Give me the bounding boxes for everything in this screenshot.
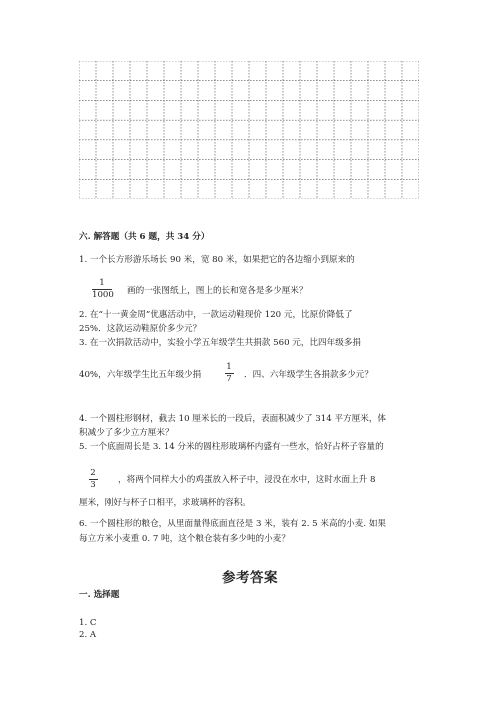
answer-item-1: 1. C [79,618,97,628]
question-1-fraction [92,278,112,301]
question-3-line2a: 40%，六年级学生比五年级少捐 [79,370,202,380]
fraction-denominator: 7 [226,374,232,384]
answers-title: 参考答案 [222,570,278,586]
question-3-line2b: ．四、六年级学生各捐款多少元？ [244,370,373,380]
fraction-numerator: 1 [226,362,232,372]
question-4-line1: 4. 一个圆柱形钢材，截去 10 厘米长的一段后，表面积减少了 314 平方厘米，体 [79,414,387,424]
question-5-line2: ，将两个同样大小的鸡蛋放入杯子中，浸没在水中，这时水面上升 8 [118,475,376,485]
question-2-line2: 25%．这款运动鞋原价多少元？ [79,324,202,334]
answer-item-2: 2. A [79,630,97,640]
question-5-fraction [88,468,98,491]
question-5-line1: 5. 一个底面周长是 3. 14 分米的圆柱形玻璃杯内盛有一些水，恰好占杯子容量的 [79,442,384,452]
question-2-line1: 2. 在“十一黄金周”优惠活动中，一款运动鞋现价 120 元，比原价降低了 [79,310,353,320]
answer-grid [79,61,419,199]
question-4-line2: 积减少了多少立方厘米？ [79,428,174,438]
question-1-line2: 画的一张图纸上，图上的长和宽各是多少厘米？ [127,286,308,296]
fraction-denominator: 1000 [92,290,114,300]
fraction-numerator: 1 [99,278,105,288]
fraction-denominator: 3 [90,480,96,490]
fraction-numerator: 2 [90,468,96,478]
question-3-line1: 3. 在一次捐款活动中，实验小学五年级学生共捐款 560 元，比四年级多捐 [79,338,362,348]
question-3-fraction [224,362,234,385]
question-6-line1: 6. 一个圆柱形的粮仓，从里面量得底面直径是 3 米，装有 2. 5 米高的小麦. 如果 [79,519,387,529]
section6-heading: 六. 解答题（共 6 题，共 34 分） [79,232,210,242]
question-1-line1: 1. 一个长方形游乐场长 90 米，宽 80 米，如果把它的各边缩小到原来的 [79,255,355,265]
answers-section1-heading: 一. 选择题 [79,590,120,600]
question-5-line3: 厘米，刚好与杯子口相平，求玻璃杯的容积。 [79,498,251,508]
question-6-line2: 每立方米小麦重 0. 7 吨，这个粮仓装有多少吨的小麦？ [79,534,290,544]
